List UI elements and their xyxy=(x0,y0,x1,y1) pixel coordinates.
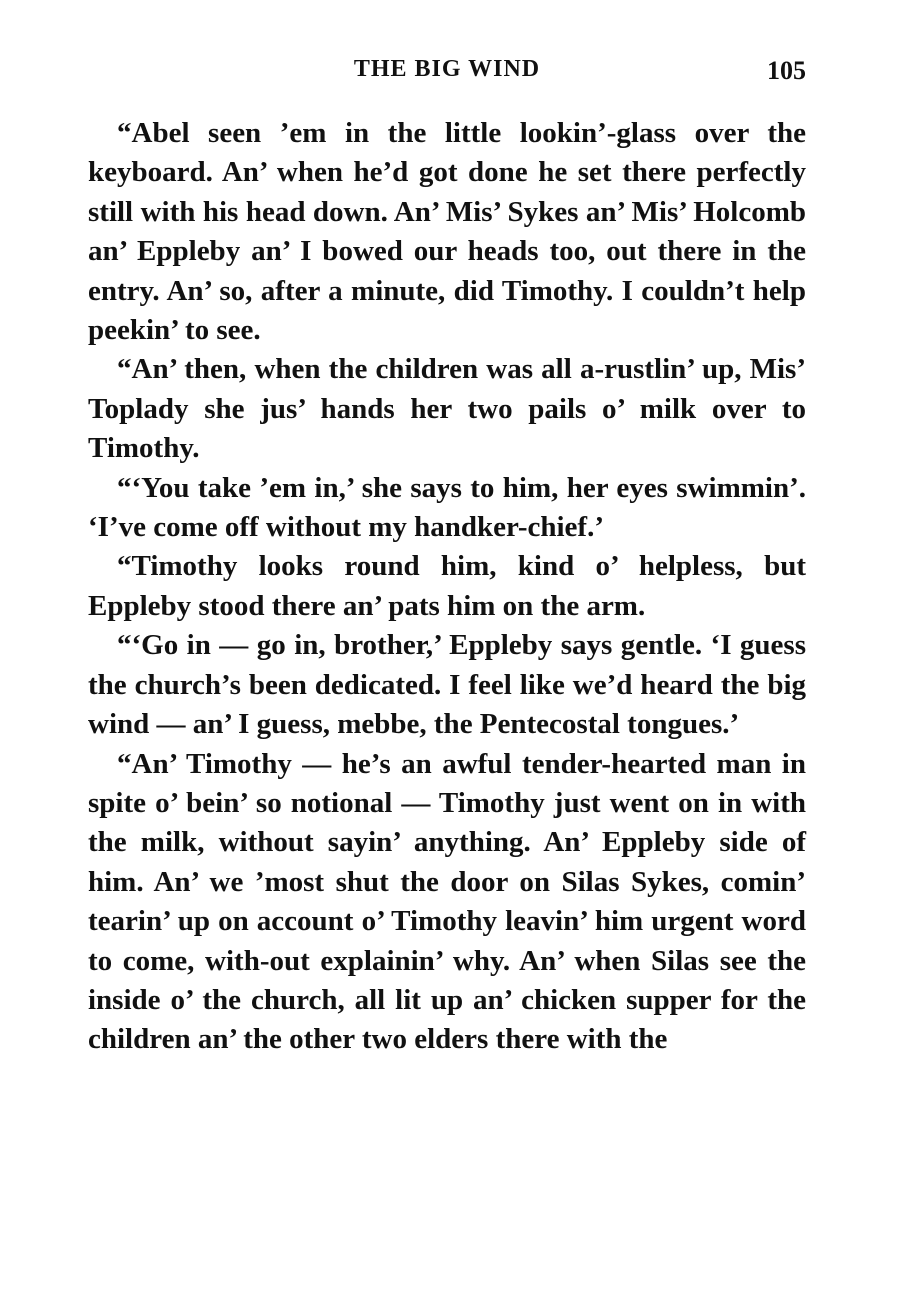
page-header xyxy=(88,56,806,96)
page-number: 105 xyxy=(767,56,806,85)
paragraph: “An’ then, when the children was all a-rustlin’ up, Mis’ Toplady she jus’ hands her two pails o’ milk over to Timothy. xyxy=(88,353,806,465)
paragraph: “‘You take ’em in,’ she says to him, her eyes swimmin’. ‘I’ve come off without my handker-chief.’ xyxy=(88,471,806,544)
paragraph: “Timothy looks round him, kind o’ helpless, but Eppleby stood there an’ pats him on the arm. xyxy=(88,550,806,622)
paragraph: “An’ Timothy — he’s an awful tender-hearted man in spite o’ bein’ so notional — Timothy just went on in with the milk, without sayin’ anything. An’ Eppleby side of him. An’ we ’most shut the door on Silas Sykes, comin’ tearin’ up on account o’ Timothy leavin’ him urgent word to come, with-out explainin’ why. An’ when Silas see the inside o’ the church, all lit up an’ chicken supper for the children an’ the other two elders there with the xyxy=(88,747,806,1056)
running-title: THE BIG WIND xyxy=(353,56,541,82)
paragraph: “‘Go in — go in, brother,’ Eppleby says gentle. ‘I guess the church’s been dedicated. I feel like we’d heard the big wind — an’ I guess, mebbe, the Pentecostal tongues.’ xyxy=(88,629,806,741)
book-page xyxy=(88,56,806,1060)
body-text xyxy=(88,114,806,1060)
paragraph: “Abel seen ’em in the little lookin’-glass over the keyboard. An’ when he’d got done he set there perfectly still with his head down. An’ Mis’ Sykes an’ Mis’ Holcomb an’ Eppleby an’ I bowed our heads too, out there in the entry. An’ so, after a minute, did Timothy. I couldn’t help peekin’ to see. xyxy=(88,117,806,347)
